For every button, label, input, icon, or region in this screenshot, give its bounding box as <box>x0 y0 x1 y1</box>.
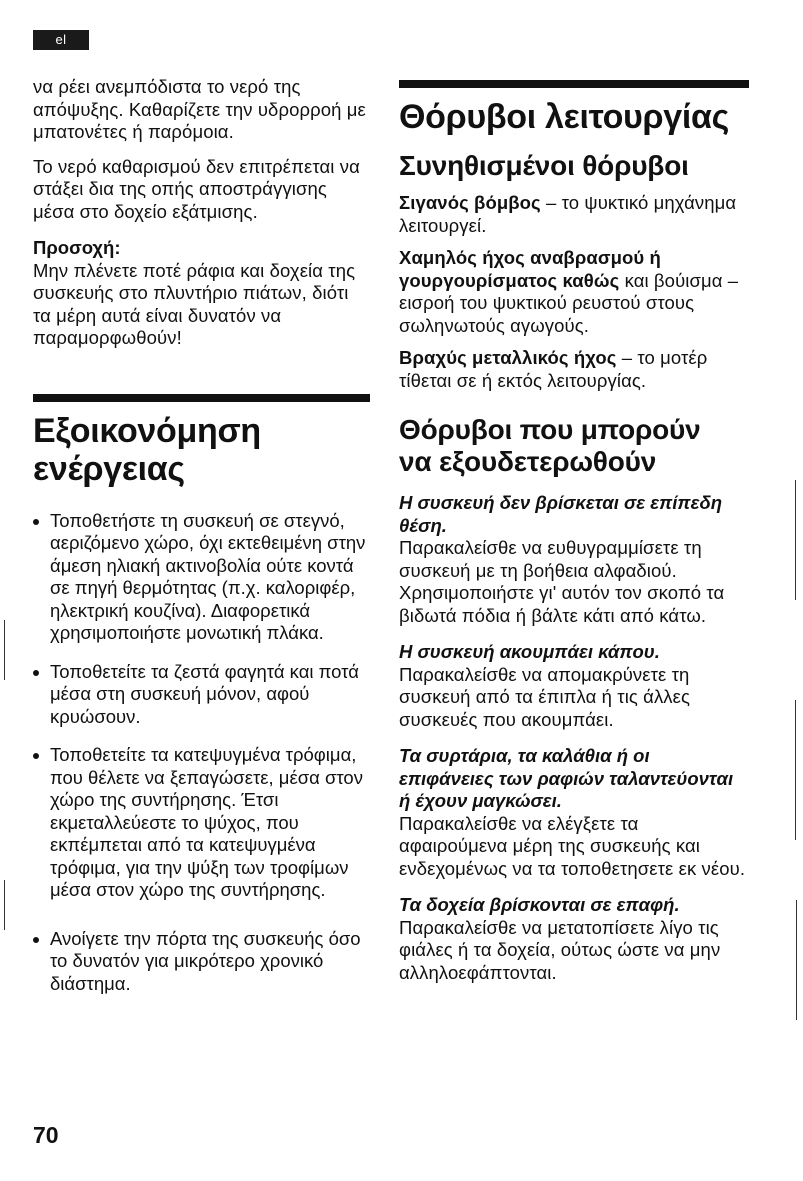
right-column <box>399 80 749 996</box>
section-rule <box>33 394 370 402</box>
tip-text: Τοποθετήστε τη συσκευή σε στεγνό, αεριζόμενο χώρο, όχι εκτεθειμένη στην άμεση ηλιακή ακτινοβολία ούτε κοντά σε πηγή θερμότητας (π.χ. καλοριφέρ, ηλεκτρική κουζίνα). Διαφορετικά χρησιμοποιήστε μονωτική πλάκα. <box>50 509 366 643</box>
cause-text: Η συσκευή δεν βρίσκεται σε επίπεδη θέση. <box>399 492 723 536</box>
tip-text: Τοποθετείτε τα κατεψυγμένα τρόφιμα, που θέλετε να ξεπαγώσετε, μέσα στον χώρο της συντήρησης. Έτσι εκμεταλλεύεστε το ψύχος, που εκπέμπεται από τα κατεψυγμένα τρόφιμα, για την ψύξη των τροφίμων μέσα στον χώρο της συντήρησης. <box>50 744 363 900</box>
noise-item <box>399 192 749 237</box>
noise-term: Χαμηλός ήχος αναβρασμού ή γουργουρίσματος καθώς <box>399 247 661 291</box>
noise-heading: Θόρυβοι λειτουργίας <box>399 98 730 136</box>
tip-text: Ανοίγετε την πόρτα της συσκευής όσο το δυνατόν για μικρότερο χρονικό διάστημα. <box>50 927 361 994</box>
scan-edge-line <box>4 880 5 930</box>
avoidable-noises-heading <box>399 414 749 478</box>
list-item <box>33 661 370 729</box>
energy-saving-heading <box>33 412 370 488</box>
remedy-text: Παρακαλείσθε να μετατοπίσετε λίγο τις φιάλες ή τα δοχεία, ούτως ώστε να μην αλληλοεφάπτονται. <box>399 916 721 983</box>
noise-item <box>399 247 749 337</box>
scan-edge-line <box>4 620 5 680</box>
scan-edge-line <box>795 480 796 600</box>
noise-desc: – το μοτέρ τίθεται σε ή εκτός λειτουργίας. <box>399 347 708 391</box>
cause-text: Τα δοχεία βρίσκονται σε επαφή. <box>399 894 680 915</box>
bullet-icon <box>33 670 39 676</box>
tip-text: Τοποθετείτε τα ζεστά φαγητά και ποτά μέσα στη συσκευή μόνον, αφού κρυώσουν. <box>50 660 359 727</box>
cause-text: Η συσκευή ακουμπάει κάπου. <box>399 641 660 662</box>
avoidable-heading-line-1: Θόρυβοι που μπορούν <box>399 414 701 445</box>
left-column <box>33 76 370 1011</box>
bullet-icon <box>33 519 39 525</box>
list-item <box>33 744 370 902</box>
cause-text: Τα συρτάρια, τα καλάθια ή οι επιφάνειες των ραφιών ταλαντεύονται ή έχουν μαγκώσει. <box>399 745 734 811</box>
caution-text: Μην πλένετε ποτέ ράφια και δοχεία της συσκευής στο πλυντήριο πιάτων, διότι τα μέρη αυτά είναι δυνατόν να παραμορφωθούν! <box>33 259 356 348</box>
remedy-text: Παρακαλείσθε να απομακρύνετε τη συσκευή από τα έπιπλα ή τις άλλες συσκευές που ακουμπάει. <box>399 663 691 730</box>
scan-edge-line <box>795 700 796 840</box>
bullet-icon <box>33 753 39 759</box>
list-item <box>33 928 370 996</box>
remedy-text: Παρακαλείσθε να ευθυγραμμίσετε τη συσκευή με τη βοήθεια αλφαδιού. Χρησιμοποιήστε γι' αυτόν τον σκοπό τα βιδωτά πόδια ή βάλτε κάτι από κάτω. <box>399 537 725 626</box>
list-item <box>33 510 370 645</box>
cleaning-water-text: Το νερό καθαρισμού δεν επιτρέπεται να στάξει δια της οπής αποστράγγισης μέσα στο δοχείο εξάτμισης. <box>33 155 360 222</box>
noise-term: Σιγανός βόμβος <box>399 192 541 213</box>
noise-desc: – το ψυκτικό μηχάνημα λειτουργεί. <box>399 192 737 236</box>
energy-tips-list <box>33 510 370 996</box>
noise-desc: και βούισμα – εισροή του ψυκτικού ρευστού στους σωληνωτούς αγωγούς. <box>399 269 739 336</box>
caution-label: Προσοχή: <box>33 237 121 258</box>
avoidable-heading-line-2: να εξουδετερωθούν <box>399 446 657 477</box>
noise-term: Βραχύς μεταλλικός ήχος <box>399 347 617 368</box>
scan-edge-line <box>796 900 797 1020</box>
energy-heading-line-1: Εξοικονόμηση <box>33 411 261 450</box>
bullet-icon <box>33 937 39 943</box>
defrost-text: να ρέει ανεμπόδιστα το νερό της απόψυξης. Καθαρίζετε την υδρορροή με μπατονέτες ή παρόμοια. <box>33 76 366 142</box>
page-number: 70 <box>33 1122 59 1148</box>
noise-item <box>399 347 749 392</box>
usual-noises-heading: Συνηθισμένοι θόρυβοι <box>399 150 689 181</box>
remedy-text: Παρακαλείσθε να ελέγξετε τα αφαιρούμενα μέρη της συσκευής και ενδεχομένως να τα τοποθετησετε εκ νέου. <box>399 812 746 879</box>
energy-heading-line-2: ενέργειας <box>33 449 185 488</box>
language-tab: el <box>33 30 89 50</box>
section-rule <box>399 80 749 88</box>
